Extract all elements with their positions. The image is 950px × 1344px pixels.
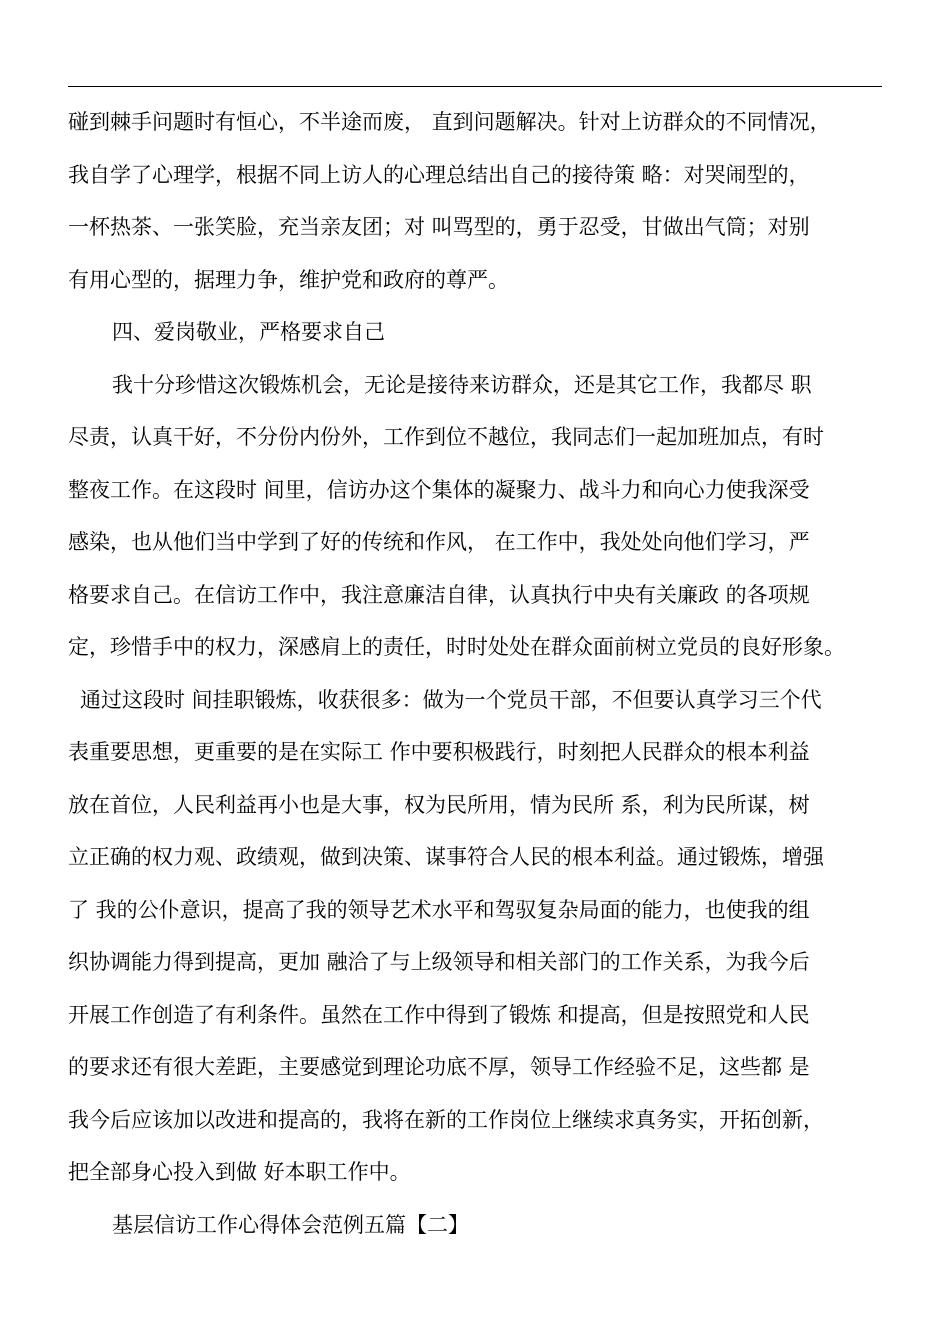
text-line: 我十分珍惜这次锻炼机会，无论是接待来访群众，还是其它工作，我都尽 职 — [112, 372, 812, 397]
paragraph-summary — [68, 674, 884, 1199]
text-line: 有用心型的，据理力争，维护党和政府的尊严。 — [68, 267, 509, 292]
text-line: 表重要思想，更重要的是在实际工 作中要积极践行，时刻把人民群众的根本利益 — [68, 740, 810, 764]
header-rule — [68, 86, 882, 87]
text-line: 感染，也从他们当中学到了好的传统和作风， 在工作中，我处处向他们学习，严 — [68, 530, 810, 554]
text-line: 定，珍惜手中的权力，深感肩上的责任，时时处处在群众面前树立党员的良好形象。 — [68, 635, 845, 659]
text-line: 整夜工作。在这段时 间里，信访办这个集体的凝聚力、战斗力和向心力使我深受 — [68, 477, 810, 502]
text-line: 我今后应该加以改进和提高的，我将在新的工作岗位上继续求真务实，开拓创新， — [68, 1107, 824, 1132]
text-line: 立正确的权力观、政绩观，做到决策、谋事符合人民的根本利益。通过锻炼，增强 — [68, 845, 824, 869]
text-line: 开展工作创造了有利条件。虽然在工作中得到了锻炼 和提高，但是按照党和人民 — [68, 1002, 810, 1027]
text-line: 了 我的公仆意识，提高了我的领导艺术水平和驾驭复杂局面的能力，也使我的组 — [68, 897, 810, 922]
text-line: 格要求自己。在信访工作中，我注意廉洁自律，认真执行中央有关廉政 的各项规 — [68, 582, 810, 607]
text-line: 把全部身心投入到做 好本职工作中。 — [68, 1160, 411, 1184]
paragraph-dedication — [68, 359, 884, 674]
next-article-title-text: 基层信访工作心得体会范例五篇【二】 — [112, 1212, 469, 1237]
paragraph-continuation — [68, 96, 884, 306]
section-heading-text: 四、爱岗敬业，严格要求自己 — [112, 320, 385, 344]
text-line: 尽责，认真干好，不分份内份外，工作到位不越位，我同志们一起加班加点，有时 — [68, 425, 824, 449]
text-line: 织协调能力得到提高，更加 融洽了与上级领导和相关部门的工作关系，为我今后 — [68, 950, 810, 974]
document-body — [68, 96, 884, 1251]
text-line: 放在首位，人民利益再小也是大事，权为民所用，情为民所 系，利为民所谋，树 — [68, 792, 810, 817]
text-line: 碰到棘手问题时有恒心，不半途而废， 直到问题解决。针对上访群众的不同情况， — [68, 110, 831, 134]
text-line: 一杯热茶、一张笑脸，充当亲友团；对 叫骂型的，勇于忍受，甘做出气筒；对别 — [68, 215, 810, 239]
text-line: 通过这段时 间挂职锻炼，收获很多：做为一个党员干部，不但要认真学习三个代 — [80, 687, 822, 712]
text-line: 我自学了心理学，根据不同上访人的心理总结出自己的接待策 略：对哭闹型的， — [68, 162, 810, 187]
section-heading — [68, 306, 884, 359]
text-line: 的要求还有很大差距，主要感觉到理论功底不厚，领导工作经验不足，这些都 是 — [68, 1055, 810, 1079]
next-article-title — [68, 1199, 884, 1252]
